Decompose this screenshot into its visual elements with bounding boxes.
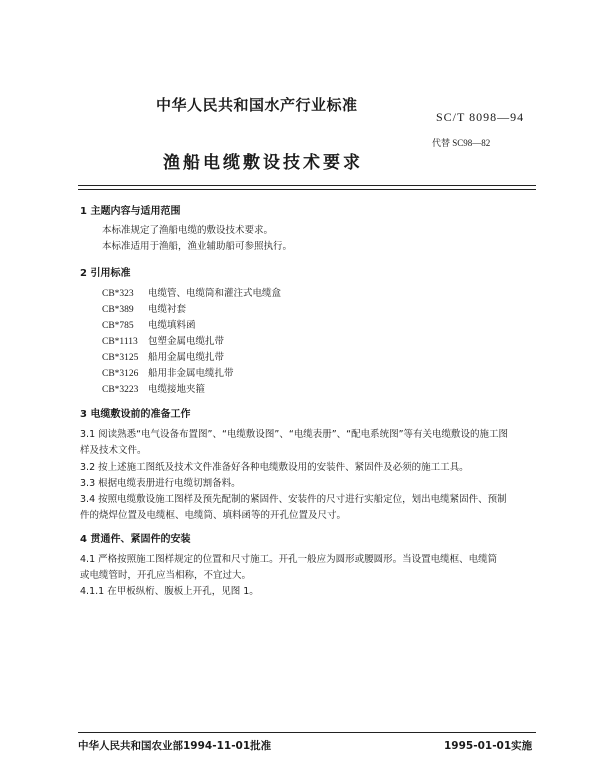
clause-4-1: 4.1 严格按照施工图样规定的位置和尺寸施工。开孔一般应为圆形或腰圆形。当设置电缆框、电缆筒 xyxy=(80,554,498,565)
standard-code: SC/T 8098—94 xyxy=(436,110,525,124)
reference-item: CB*323 电缆管、电缆筒和灌注式电缆盒 xyxy=(102,288,282,299)
clause-4-1-cont: 或电缆管时，开孔应当相称，不宜过大。 xyxy=(80,570,252,581)
section-1-heading: 1 主题内容与适用范围 xyxy=(80,206,181,217)
reference-item: CB*3126 船用非金属电缆扎带 xyxy=(102,368,234,379)
reference-item: CB*3125 船用金属电缆扎带 xyxy=(102,352,225,363)
replaces-note: 代替 SC98—82 xyxy=(432,138,491,148)
clause-4-1-1: 4.1.1 在甲板纵桁、腹板上开孔，见图 1。 xyxy=(80,586,259,597)
section-2-heading: 2 引用标准 xyxy=(80,268,131,279)
reference-item: CB*3223 电缆接地夹箍 xyxy=(102,384,206,395)
clause-3-4-cont: 件的烧焊位置及电缆框、电缆筒、填料函等的开孔位置及尺寸。 xyxy=(80,510,347,521)
section-4-heading: 4 贯通件、紧固件的安装 xyxy=(80,534,191,545)
clause-3-2: 3.2 按上述施工图纸及技术文件准备好各种电缆敷设用的安装件、紧固件及必须的施工工具。 xyxy=(80,462,469,473)
footer-rule xyxy=(78,732,536,733)
section-1-paragraph: 本标准适用于渔船，渔业辅助船可参照执行。 xyxy=(102,241,293,252)
effective-date: 1995-01-01实施 xyxy=(444,740,533,752)
reference-item: CB*389 电缆衬套 xyxy=(102,304,187,315)
header-rule-top xyxy=(78,185,536,186)
clause-3-1-cont: 样及技术文件。 xyxy=(80,445,147,456)
clause-3-1: 3.1 阅读熟悉“电气设备布置图”、“电缆敷设图”、“电缆表册”、“配电系统图”等有关电缆敷设的施工图 xyxy=(80,429,509,440)
section-3-heading: 3 电缆敷设前的准备工作 xyxy=(80,409,191,420)
document-title: 渔船电缆敷设技术要求 xyxy=(163,153,363,173)
issued-date: 中华人民共和国农业部1994-11-01批准 xyxy=(78,740,272,752)
clause-3-4: 3.4 按照电缆敷设施工图样及预先配制的紧固件、安装件的尺寸进行实船定位，划出电缆紧固件、预制 xyxy=(80,494,507,505)
header-rule-bottom xyxy=(78,189,536,190)
standard-organization: 中华人民共和国水产行业标准 xyxy=(156,96,358,114)
reference-item: CB*1113 包塑金属电缆扎带 xyxy=(102,336,225,347)
clause-3-3: 3.3 根据电缆表册进行电缆切割备料。 xyxy=(80,478,241,489)
section-1-paragraph: 本标准规定了渔船电缆的敷设技术要求。 xyxy=(102,225,274,236)
reference-item: CB*785 电缆填料函 xyxy=(102,320,196,331)
